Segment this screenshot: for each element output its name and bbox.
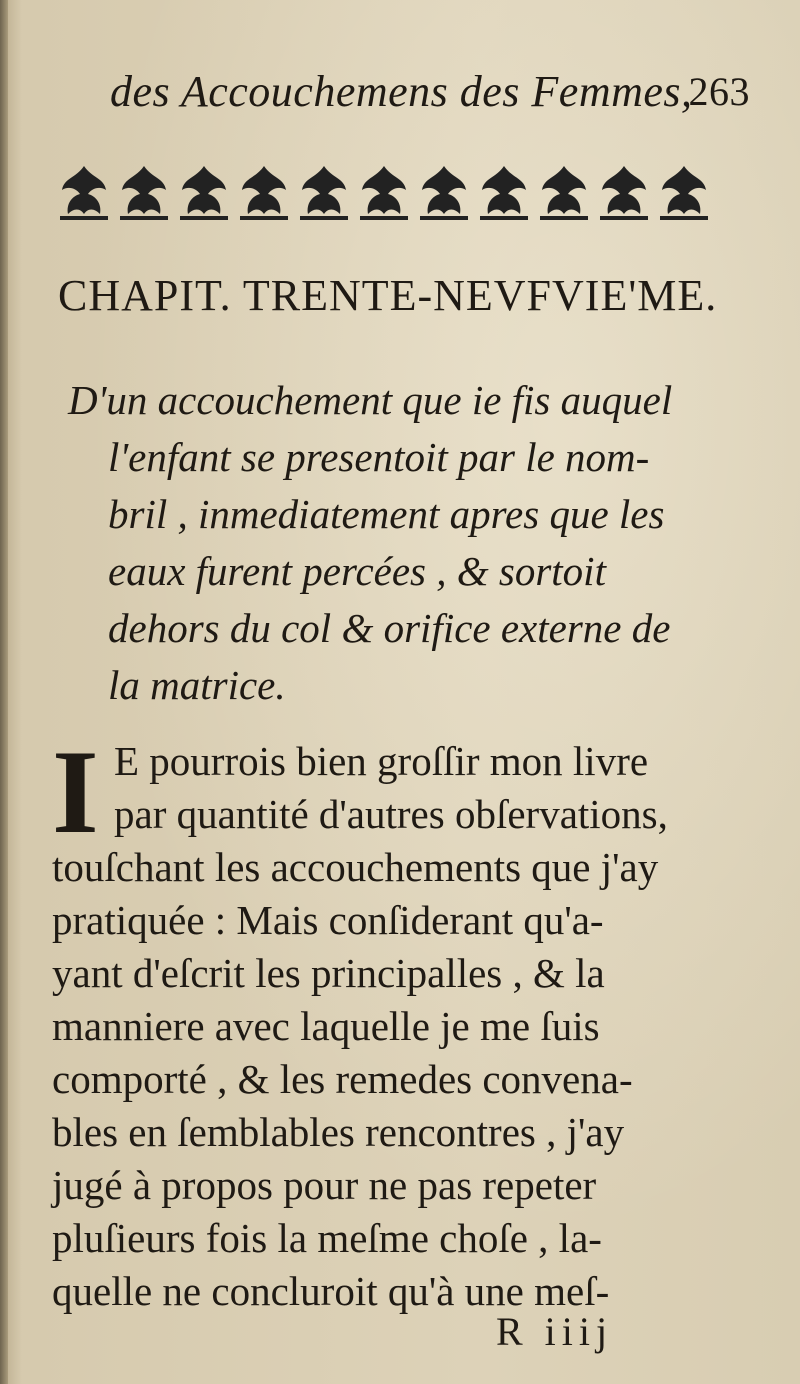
fleuron-icon [58,164,110,222]
body-line: jugé à propos pour ne pas repeter [52,1162,597,1208]
fleuron-icon [418,164,470,222]
ornament-band [58,160,710,226]
fleuron-icon [658,164,710,222]
signature-mark: R iiij [496,1309,614,1354]
drop-cap: I [52,725,99,858]
summary-line: eaux furent percées , & sortoit [108,548,606,594]
body-line: manniere avec laquelle je me ſuis [52,1003,600,1049]
fleuron-icon [478,164,530,222]
page-number: 263 [688,69,750,114]
fleuron-icon [538,164,590,222]
fleuron-icon [118,164,170,222]
fleuron-icon [238,164,290,222]
fleuron-icon [298,164,350,222]
fleuron-icon [598,164,650,222]
body-line: yant d'eſcrit les principalles , & la [52,950,605,996]
body-line: par quantité d'autres obſervations, [114,791,668,837]
fleuron-icon [358,164,410,222]
summary-line: D'un accouchement que ie fis auquel [68,377,673,423]
summary-line: bril , inmediatement apres que les [108,491,665,537]
body-line: E pourrois bien groſſir mon livre [114,738,649,784]
summary-line: dehors du col & orifice externe de [108,605,671,651]
chapter-summary [68,372,728,714]
running-head-title: des Accouchemens des Femmes, [110,67,693,116]
summary-line: la matrice. [108,662,286,708]
body-line: bles en ſemblables rencontres , j'ay [52,1109,625,1155]
body-line: comporté , & les remedes convena- [52,1056,633,1102]
body-line: quelle ne concluroit qu'à une meſ- [52,1268,610,1314]
summary-line: l'enfant se presentoit par le nom- [108,434,650,480]
body-line: pratiquée : Mais conſiderant qu'a- [52,897,604,943]
chapter-title: CHAPIT. TRENTE-NEVFVIE'ME. [58,271,718,320]
body-line: pluſieurs fois la meſme choſe , la- [52,1215,602,1261]
running-head [110,66,750,126]
body-text [52,725,722,1318]
fleuron-icon [178,164,230,222]
body-line: touſchant les accouchements que j'ay [52,844,659,890]
page-gutter [0,0,8,1384]
